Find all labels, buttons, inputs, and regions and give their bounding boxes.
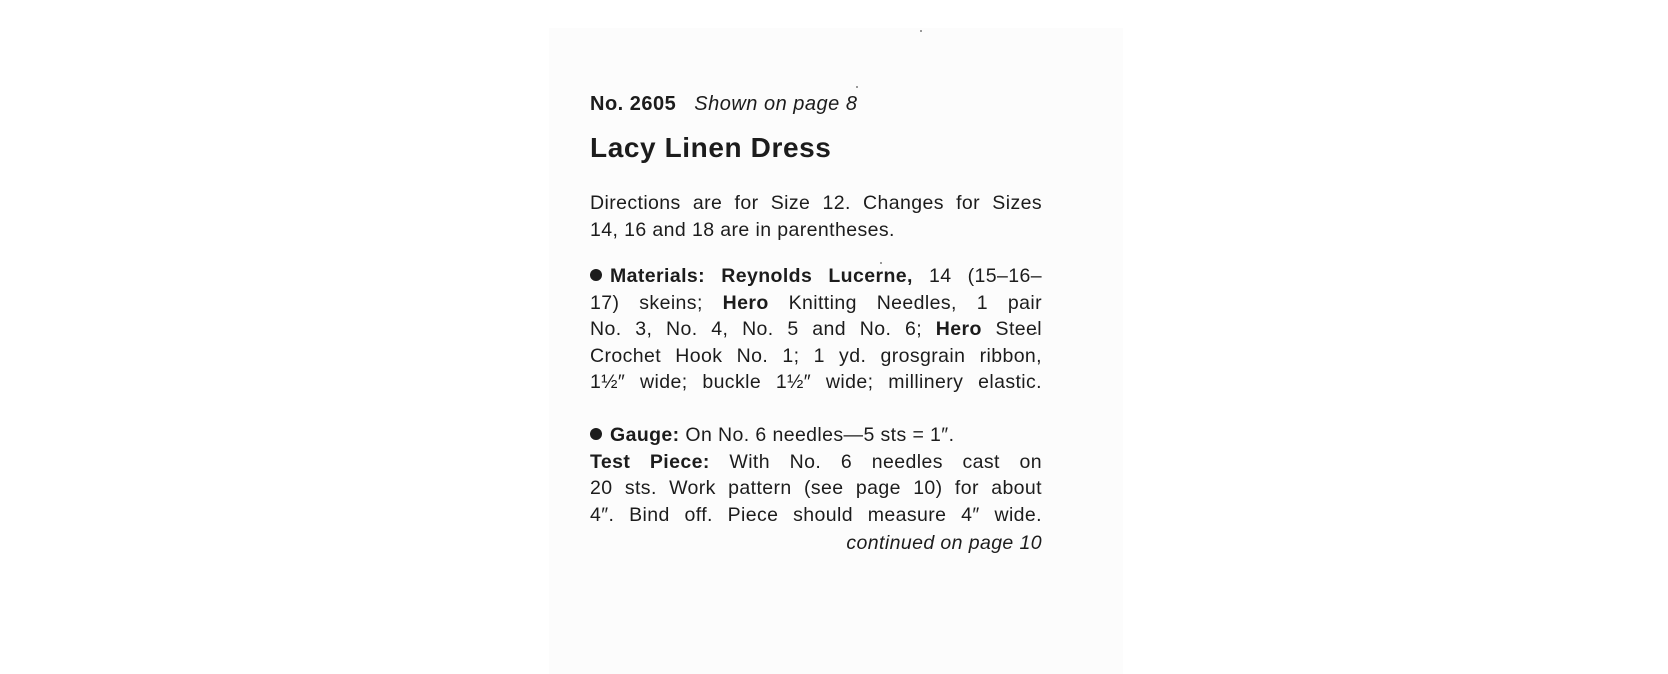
directions-line: 14, 16 and 18 are in parentheses. (590, 218, 895, 241)
test-piece-line: 20 sts. Work pattern (see page 10) for about (590, 477, 1042, 499)
needle-brand: Hero (722, 291, 769, 314)
materials-text: Steel (981, 318, 1042, 340)
gauge-text: On No. 6 needles—5 sts = 1″. (679, 424, 955, 446)
gauge-line (590, 422, 1042, 449)
directions-line: Directions are for Size 12. Changes for Sizes (590, 192, 1042, 214)
materials-text: 17) skeins; (590, 291, 723, 314)
materials-text: No. 3, No. 4, No. 5 and No. 6; (590, 318, 936, 340)
materials-line (590, 290, 1042, 317)
test-piece-label: Test Piece: (590, 450, 710, 473)
test-piece-text: With No. 6 needles cast on (709, 450, 1042, 473)
gauge-paragraph (590, 422, 1042, 528)
shown-on-reference: Shown on page 8 (694, 93, 858, 115)
scan-speck (920, 30, 922, 32)
materials-line: Crochet Hook No. 1; 1 yd. grosgrain ribbon, (590, 344, 1042, 367)
scan-speck (856, 86, 858, 88)
materials-line (590, 316, 1042, 343)
materials-text: Knitting Needles, 1 pair (768, 291, 1042, 314)
materials-paragraph (590, 263, 1042, 396)
test-piece-line: 4″. Bind off. Piece should measure 4″ wide. (590, 503, 1042, 526)
materials-line: 1½″ wide; buckle 1½″ wide; millinery elastic. (590, 371, 1042, 393)
page-title: Lacy Linen Dress (590, 132, 832, 163)
bullet-icon (590, 428, 602, 440)
bullet-icon (590, 269, 602, 281)
pattern-number: No. 2605 (590, 93, 677, 115)
materials-label: Materials: (610, 265, 706, 287)
materials-text: 14 (15–16– (912, 265, 1042, 287)
directions-paragraph (590, 190, 1042, 243)
test-piece-line (590, 449, 1042, 476)
pattern-header (590, 93, 1042, 116)
materials-line (590, 263, 1042, 290)
continued-note: continued on page 10 (846, 532, 1042, 554)
hook-brand: Hero (935, 318, 982, 340)
yarn-brand: Reynolds Lucerne, (721, 265, 913, 287)
gauge-label: Gauge: (610, 424, 680, 446)
